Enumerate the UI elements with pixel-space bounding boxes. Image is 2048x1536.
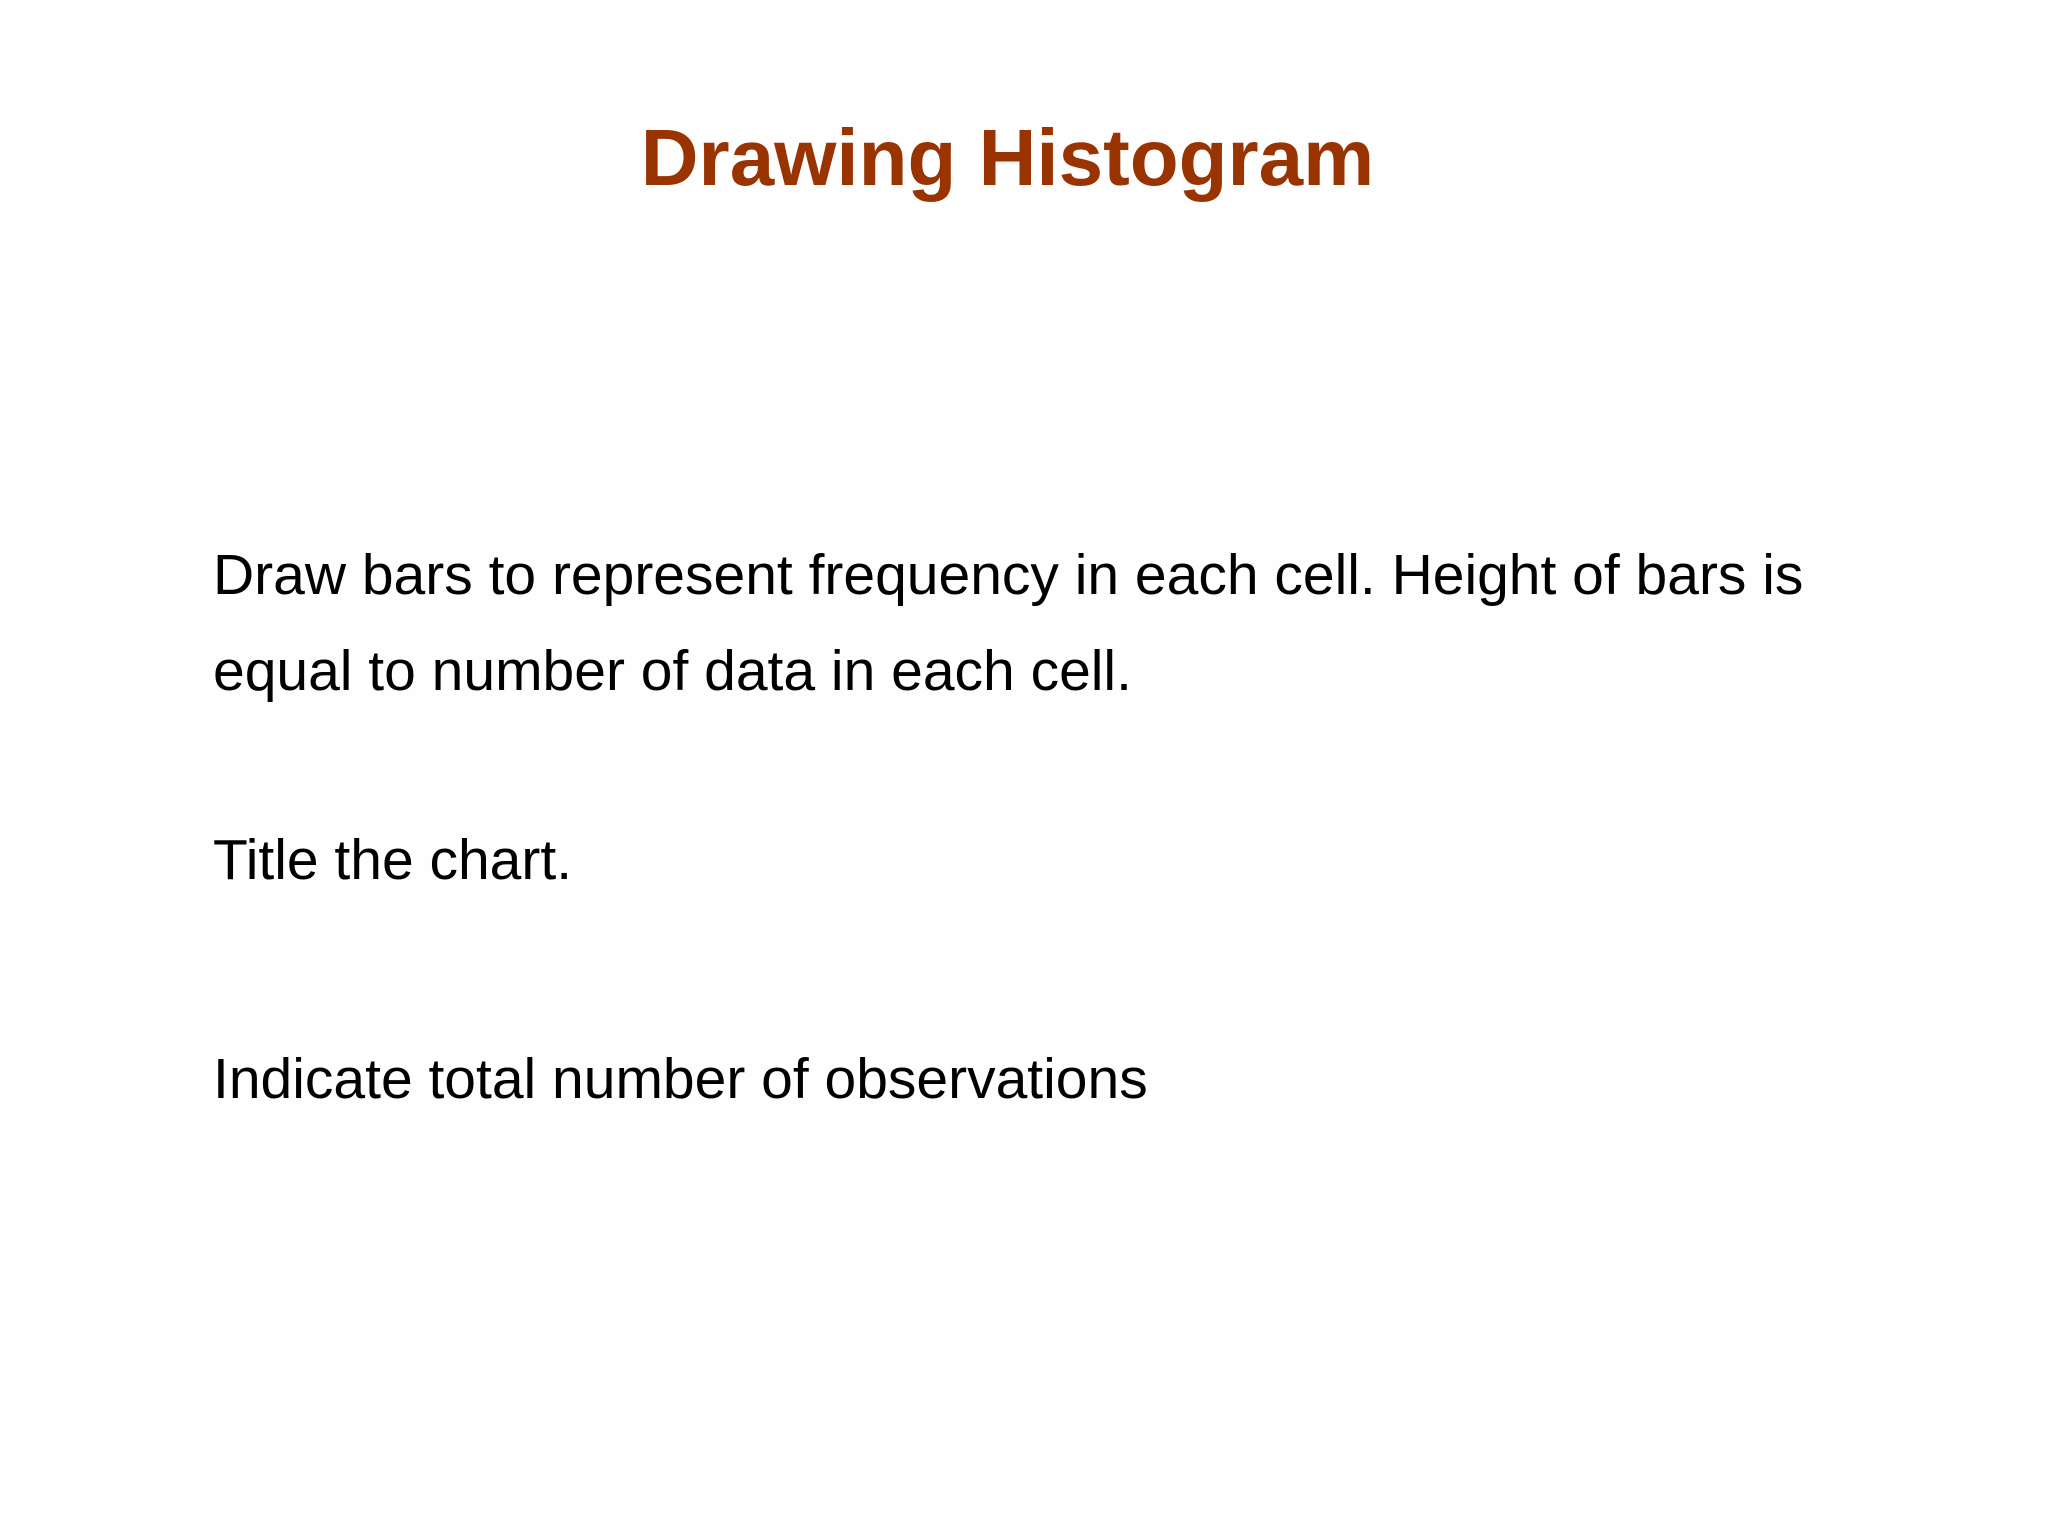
instruction-title-chart: Title the chart.: [213, 828, 573, 892]
instruction-total-observations: Indicate total number of observations: [213, 1047, 1148, 1111]
instruction-draw-bars: Draw bars to represent frequency in each cell. Height of bars is equal to number of data in each cell.: [213, 543, 1804, 703]
slide-title: Drawing Histogram: [640, 113, 1375, 202]
